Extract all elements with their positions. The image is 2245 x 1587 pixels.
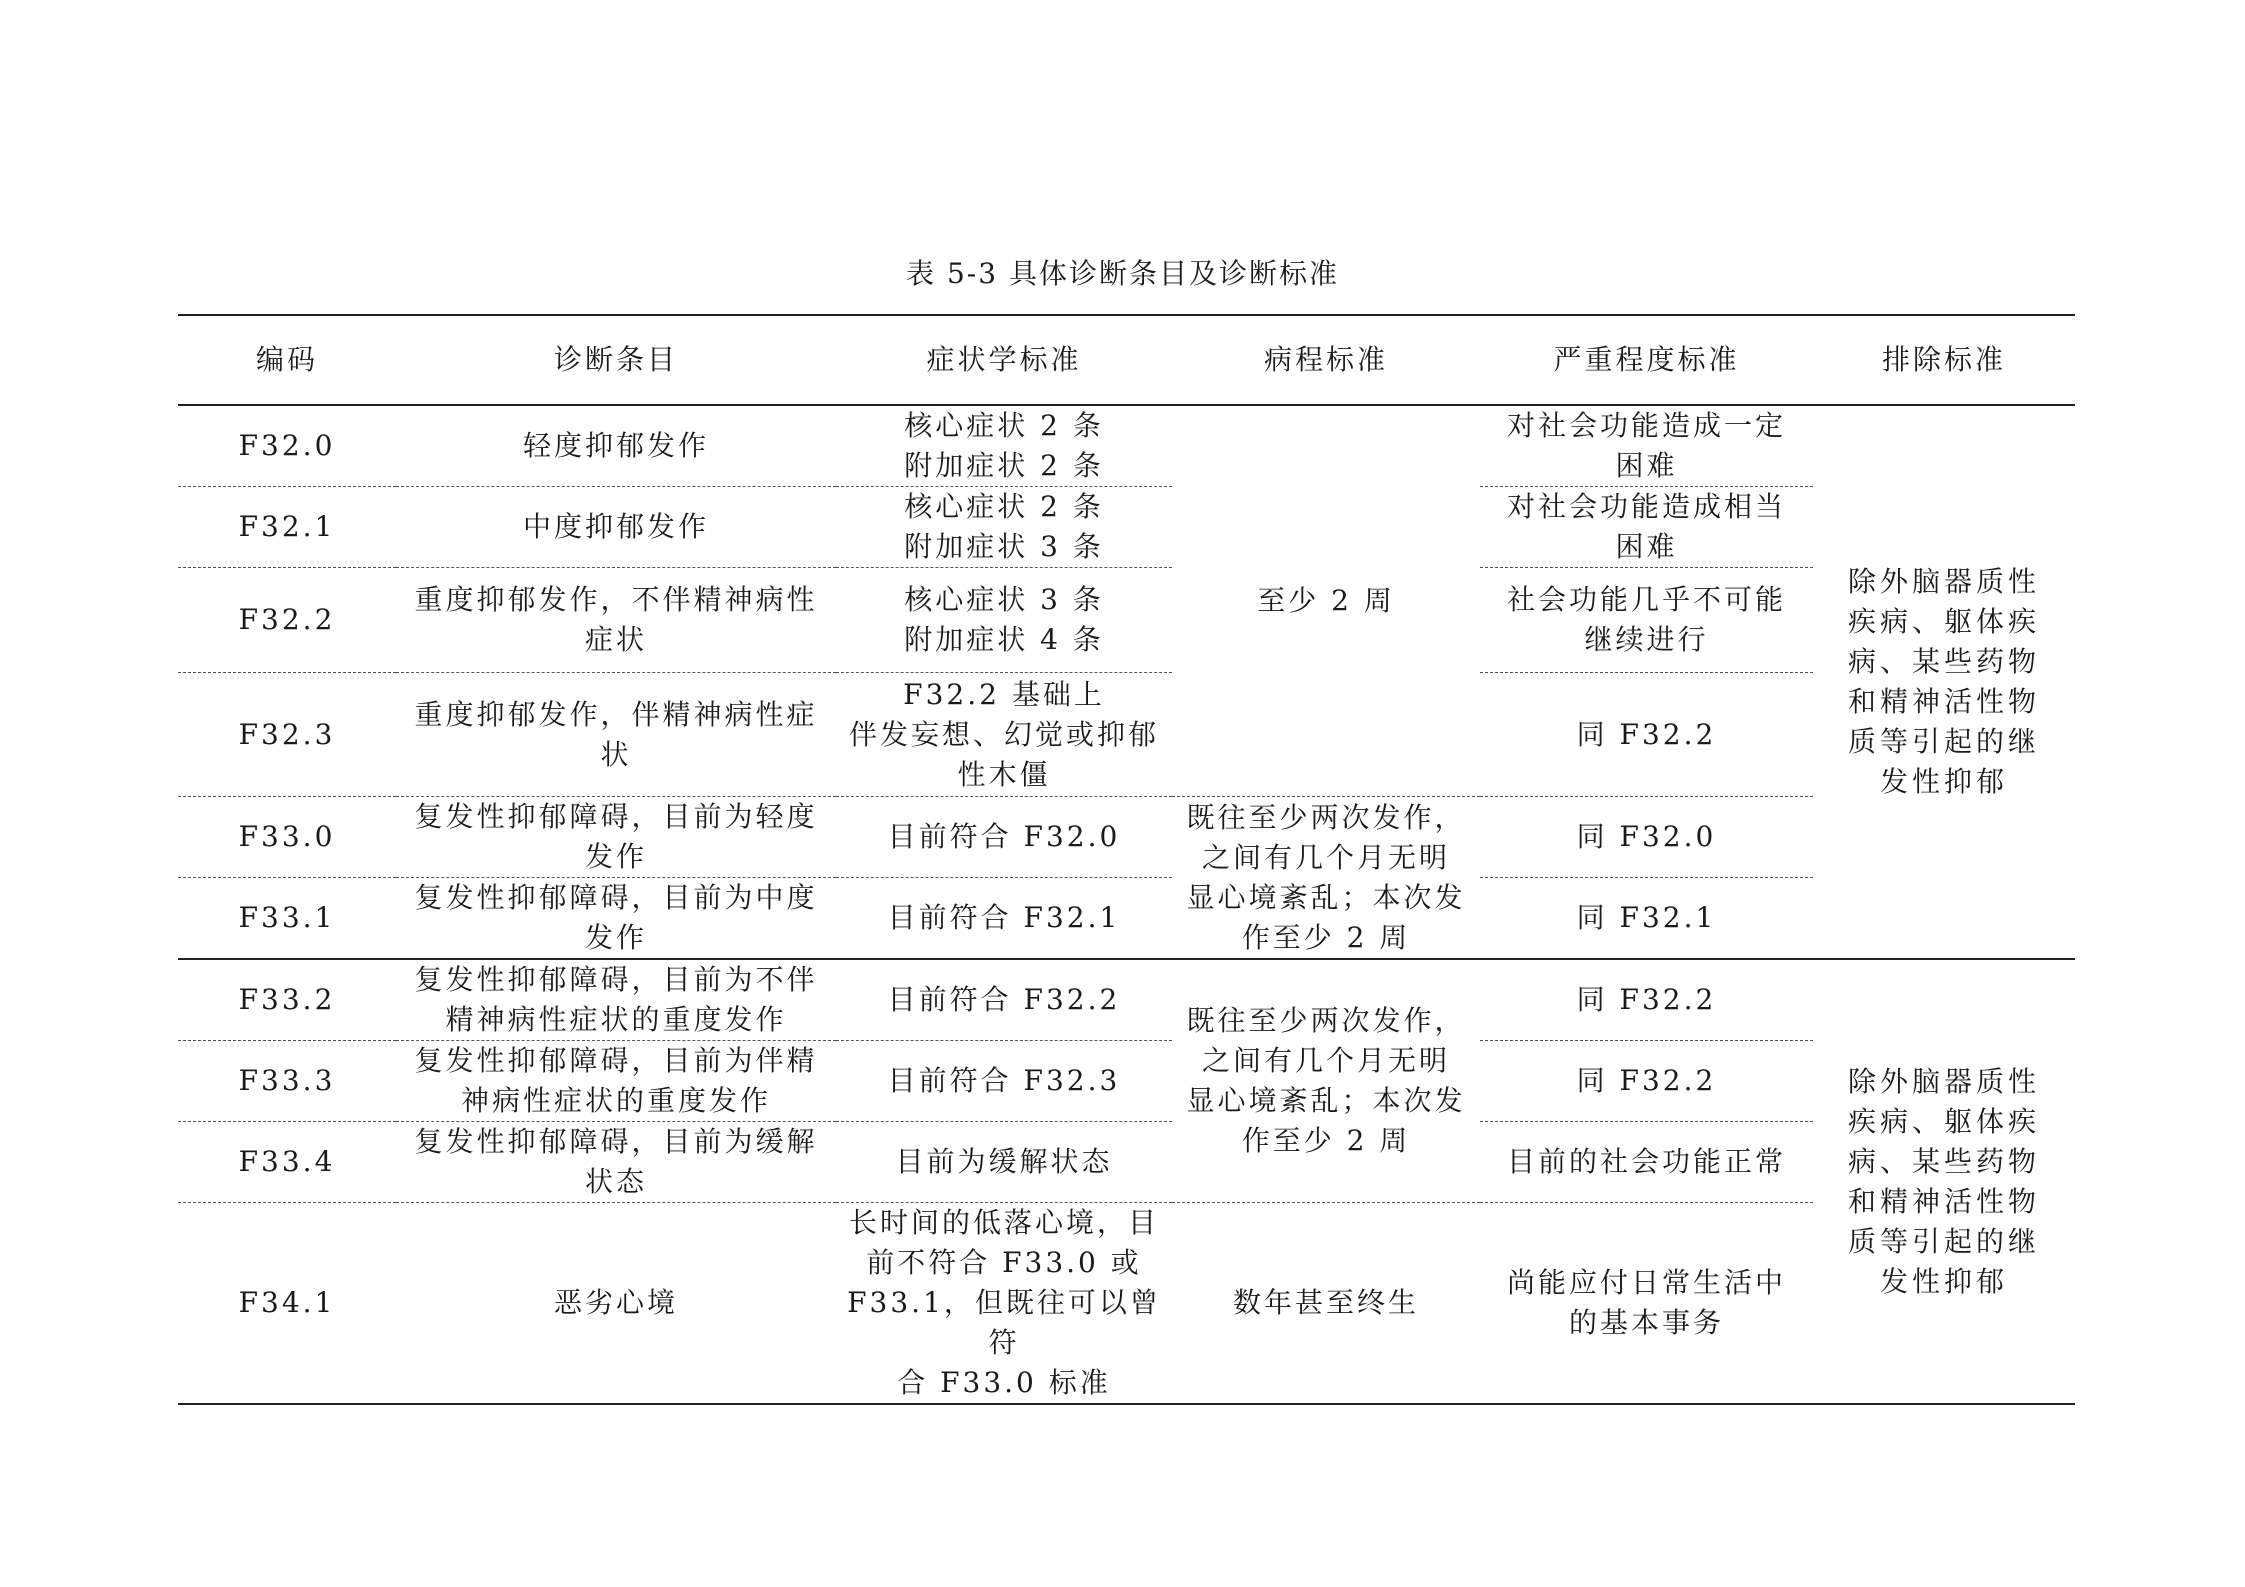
symptom-cell: 目前符合 F32.3 [836,1041,1172,1122]
code-cell: F32.3 [178,673,396,797]
table-row [178,1041,2075,1122]
item-cell: 重度抑郁发作，伴精神病性症 状 [396,673,836,797]
header-code: 编码 [255,343,318,376]
item-cell: 复发性抑郁障碍，目前为缓解 状态 [396,1122,836,1203]
symptom-cell: 核心症状 2 条 附加症状 3 条 [836,487,1172,568]
severity-cell: 同 F32.2 [1480,1041,1813,1122]
symptom-cell: 长时间的低落心境，目 前不符合 F33.0 或 F33.1，但既往可以曾符 合 F33.0 标准 [836,1203,1172,1405]
diagnosis-table [178,314,2075,1405]
table-row [178,405,2075,487]
symptom-cell: 核心症状 2 条 附加症状 2 条 [904,409,1104,482]
item-cell: 复发性抑郁障碍，目前为伴精 神病性症状的重度发作 [396,1041,836,1122]
severity-cell: 同 F32.2 [1480,959,1813,1041]
course-cell: 数年甚至终生 [1172,1203,1480,1405]
table-row [178,878,2075,960]
course-cell: 既往至少两次发作， 之间有几个月无明 显心境紊乱；本次发 作至少 2 周 [1172,959,1480,1203]
symptom-cell: 目前符合 F32.0 [836,797,1172,878]
header-exclude: 排除标准 [1881,343,2006,376]
header-row [178,315,2075,405]
severity-cell: 对社会功能造成相当 困难 [1480,487,1813,568]
header-item: 诊断条目 [553,343,678,376]
code-cell: F33.3 [178,1041,396,1122]
item-cell: 恶劣心境 [396,1203,836,1405]
table-title: 表 5-3 具体诊断条目及诊断标准 [906,257,1339,290]
table-row [178,568,2075,673]
severity-cell: 社会功能几乎不可能 继续进行 [1480,568,1813,673]
symptom-cell: 目前符合 F32.2 [836,959,1172,1041]
code-cell: F32.0 [238,429,336,462]
table-row [178,1122,2075,1203]
table-row [178,673,2075,797]
severity-cell: 对社会功能造成一定 困难 [1506,409,1786,482]
symptom-cell: 目前符合 F32.1 [836,878,1172,960]
symptom-cell: F32.2 基础上 伴发妄想、幻觉或抑郁 性木僵 [836,673,1172,797]
item-cell: 中度抑郁发作 [396,487,836,568]
table-row [178,487,2075,568]
course-cell: 至少 2 周 [1257,584,1395,617]
table-row [178,1203,2075,1405]
header-course: 病程标准 [1263,343,1388,376]
item-cell: 复发性抑郁障碍，目前为轻度 发作 [396,797,836,878]
item-cell: 复发性抑郁障碍，目前为中度 发作 [396,878,836,960]
severity-cell: 同 F32.2 [1480,673,1813,797]
header-symptom: 症状学标准 [926,343,1082,376]
exclude-cell: 除外脑器质性 疾病、躯体疾 病、某些药物 和精神活性物 质等引起的继 发性抑郁 [1847,565,2040,798]
severity-cell: 尚能应付日常生活中 的基本事务 [1480,1203,1813,1405]
item-cell: 重度抑郁发作，不伴精神病性 症状 [396,568,836,673]
code-cell: F32.2 [178,568,396,673]
item-cell: 轻度抑郁发作 [522,429,709,462]
item-cell: 复发性抑郁障碍，目前为不伴 精神病性症状的重度发作 [396,959,836,1041]
course-cell: 既往至少两次发作， 之间有几个月无明 显心境紊乱；本次发 作至少 2 周 [1172,797,1480,960]
code-cell: F33.0 [178,797,396,878]
table-row [178,797,2075,878]
code-cell: F33.1 [178,878,396,960]
severity-cell: 同 F32.1 [1480,878,1813,960]
table-row [178,959,2075,1041]
code-cell: F33.2 [178,959,396,1041]
code-cell: F34.1 [178,1203,396,1405]
severity-cell: 目前的社会功能正常 [1480,1122,1813,1203]
exclude-cell: 除外脑器质性 疾病、躯体疾 病、某些药物 和精神活性物 质等引起的继 发性抑郁 [1813,959,2075,1404]
symptom-cell: 核心症状 3 条 附加症状 4 条 [836,568,1172,673]
code-cell: F32.1 [178,487,396,568]
header-severity: 严重程度标准 [1553,343,1740,376]
code-cell: F33.4 [178,1122,396,1203]
symptom-cell: 目前为缓解状态 [836,1122,1172,1203]
severity-cell: 同 F32.0 [1480,797,1813,878]
